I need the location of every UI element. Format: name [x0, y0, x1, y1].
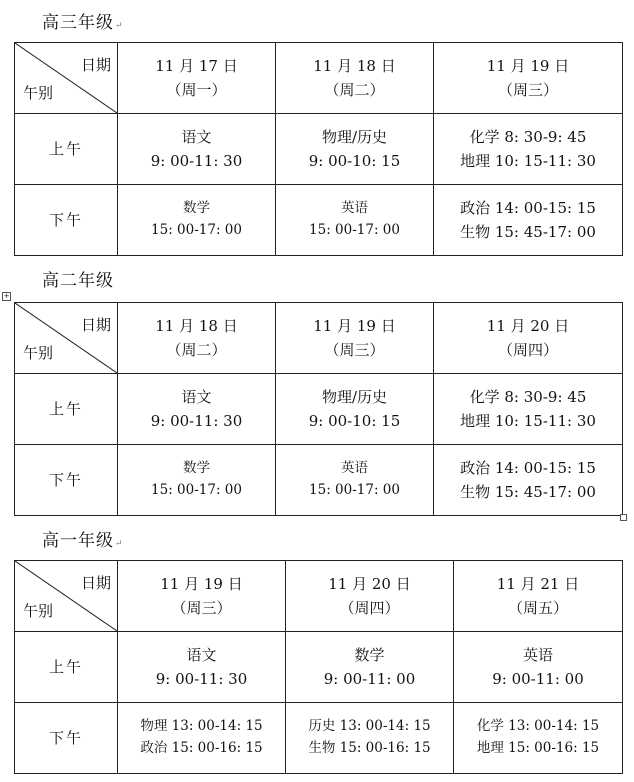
- table-resize-handle[interactable]: [620, 514, 627, 521]
- day-header: 11 月 17 日 （周一）: [118, 43, 276, 114]
- header-row: [15, 561, 623, 632]
- corner-period-label: 午别: [23, 84, 54, 102]
- exam-cell: 语文 9: 00-11: 30: [118, 114, 276, 185]
- period-cell: 上午: [15, 632, 118, 703]
- exam-cell: 语文 9: 00-11: 30: [118, 374, 276, 445]
- exam-cell: 物理 13: 00-14: 15 政治 15: 00-16: 15: [118, 703, 286, 774]
- day-header: 11 月 21 日 （周五）: [454, 561, 623, 632]
- corner-period-label: 午别: [23, 344, 54, 362]
- header-row: [15, 43, 623, 114]
- section-title-grade10: 高一年级↵: [42, 531, 124, 551]
- period-cell: 上午: [15, 114, 118, 185]
- day-header: 11 月 20 日 （周四）: [286, 561, 454, 632]
- day-header: 11 月 18 日 （周二）: [118, 303, 276, 374]
- period-cell: 下午: [15, 445, 118, 516]
- period-cell: 上午: [15, 374, 118, 445]
- exam-cell: 物理/历史 9: 00-10: 15: [276, 114, 434, 185]
- exam-cell: 英语 15: 00-17: 00: [276, 445, 434, 516]
- corner-cell: [15, 43, 118, 114]
- table-row: [15, 185, 623, 256]
- exam-cell: 数学 9: 00-11: 00: [286, 632, 454, 703]
- header-row: [15, 303, 623, 374]
- exam-cell: 英语 15: 00-17: 00: [276, 185, 434, 256]
- table-row: [15, 703, 623, 774]
- period-cell: 下午: [15, 185, 118, 256]
- corner-cell: [15, 561, 118, 632]
- table-row: [15, 114, 623, 185]
- exam-cell: 语文 9: 00-11: 30: [118, 632, 286, 703]
- table-row: [15, 445, 623, 516]
- day-header: 11 月 19 日 （周三）: [118, 561, 286, 632]
- exam-cell: 英语 9: 00-11: 00: [454, 632, 623, 703]
- schedule-table-grade11: [14, 302, 623, 516]
- schedule-table-grade10: [14, 560, 623, 774]
- day-header: 11 月 19 日 （周三）: [434, 43, 623, 114]
- exam-cell: 历史 13: 00-14: 15 生物 15: 00-16: 15: [286, 703, 454, 774]
- exam-cell: 数学 15: 00-17: 00: [118, 185, 276, 256]
- exam-cell: 物理/历史 9: 00-10: 15: [276, 374, 434, 445]
- section-title-grade12: 高三年级↵: [42, 13, 124, 33]
- corner-date-label: 日期: [80, 56, 111, 74]
- corner-period-label: 午别: [23, 602, 54, 620]
- table-move-handle[interactable]: +: [3, 292, 10, 300]
- section-title-grade11: 高二年级: [42, 271, 114, 291]
- period-cell: 下午: [15, 703, 118, 774]
- corner-date-label: 日期: [80, 316, 111, 334]
- corner-date-label: 日期: [80, 574, 111, 592]
- exam-cell: 化学 8: 30-9: 45 地理 10: 15-11: 30: [434, 114, 623, 185]
- exam-cell: 数学 15: 00-17: 00: [118, 445, 276, 516]
- day-header: 11 月 20 日 （周四）: [434, 303, 623, 374]
- corner-cell: [15, 303, 118, 374]
- day-header: 11 月 18 日 （周二）: [276, 43, 434, 114]
- schedule-table-grade12: [14, 42, 623, 256]
- exam-cell: 政治 14: 00-15: 15 生物 15: 45-17: 00: [434, 185, 623, 256]
- exam-cell: 化学 13: 00-14: 15 地理 15: 00-16: 15: [454, 703, 623, 774]
- table-row: [15, 632, 623, 703]
- day-header: 11 月 19 日 （周三）: [276, 303, 434, 374]
- table-row: [15, 374, 623, 445]
- exam-cell: 化学 8: 30-9: 45 地理 10: 15-11: 30: [434, 374, 623, 445]
- exam-cell: 政治 14: 00-15: 15 生物 15: 45-17: 00: [434, 445, 623, 516]
